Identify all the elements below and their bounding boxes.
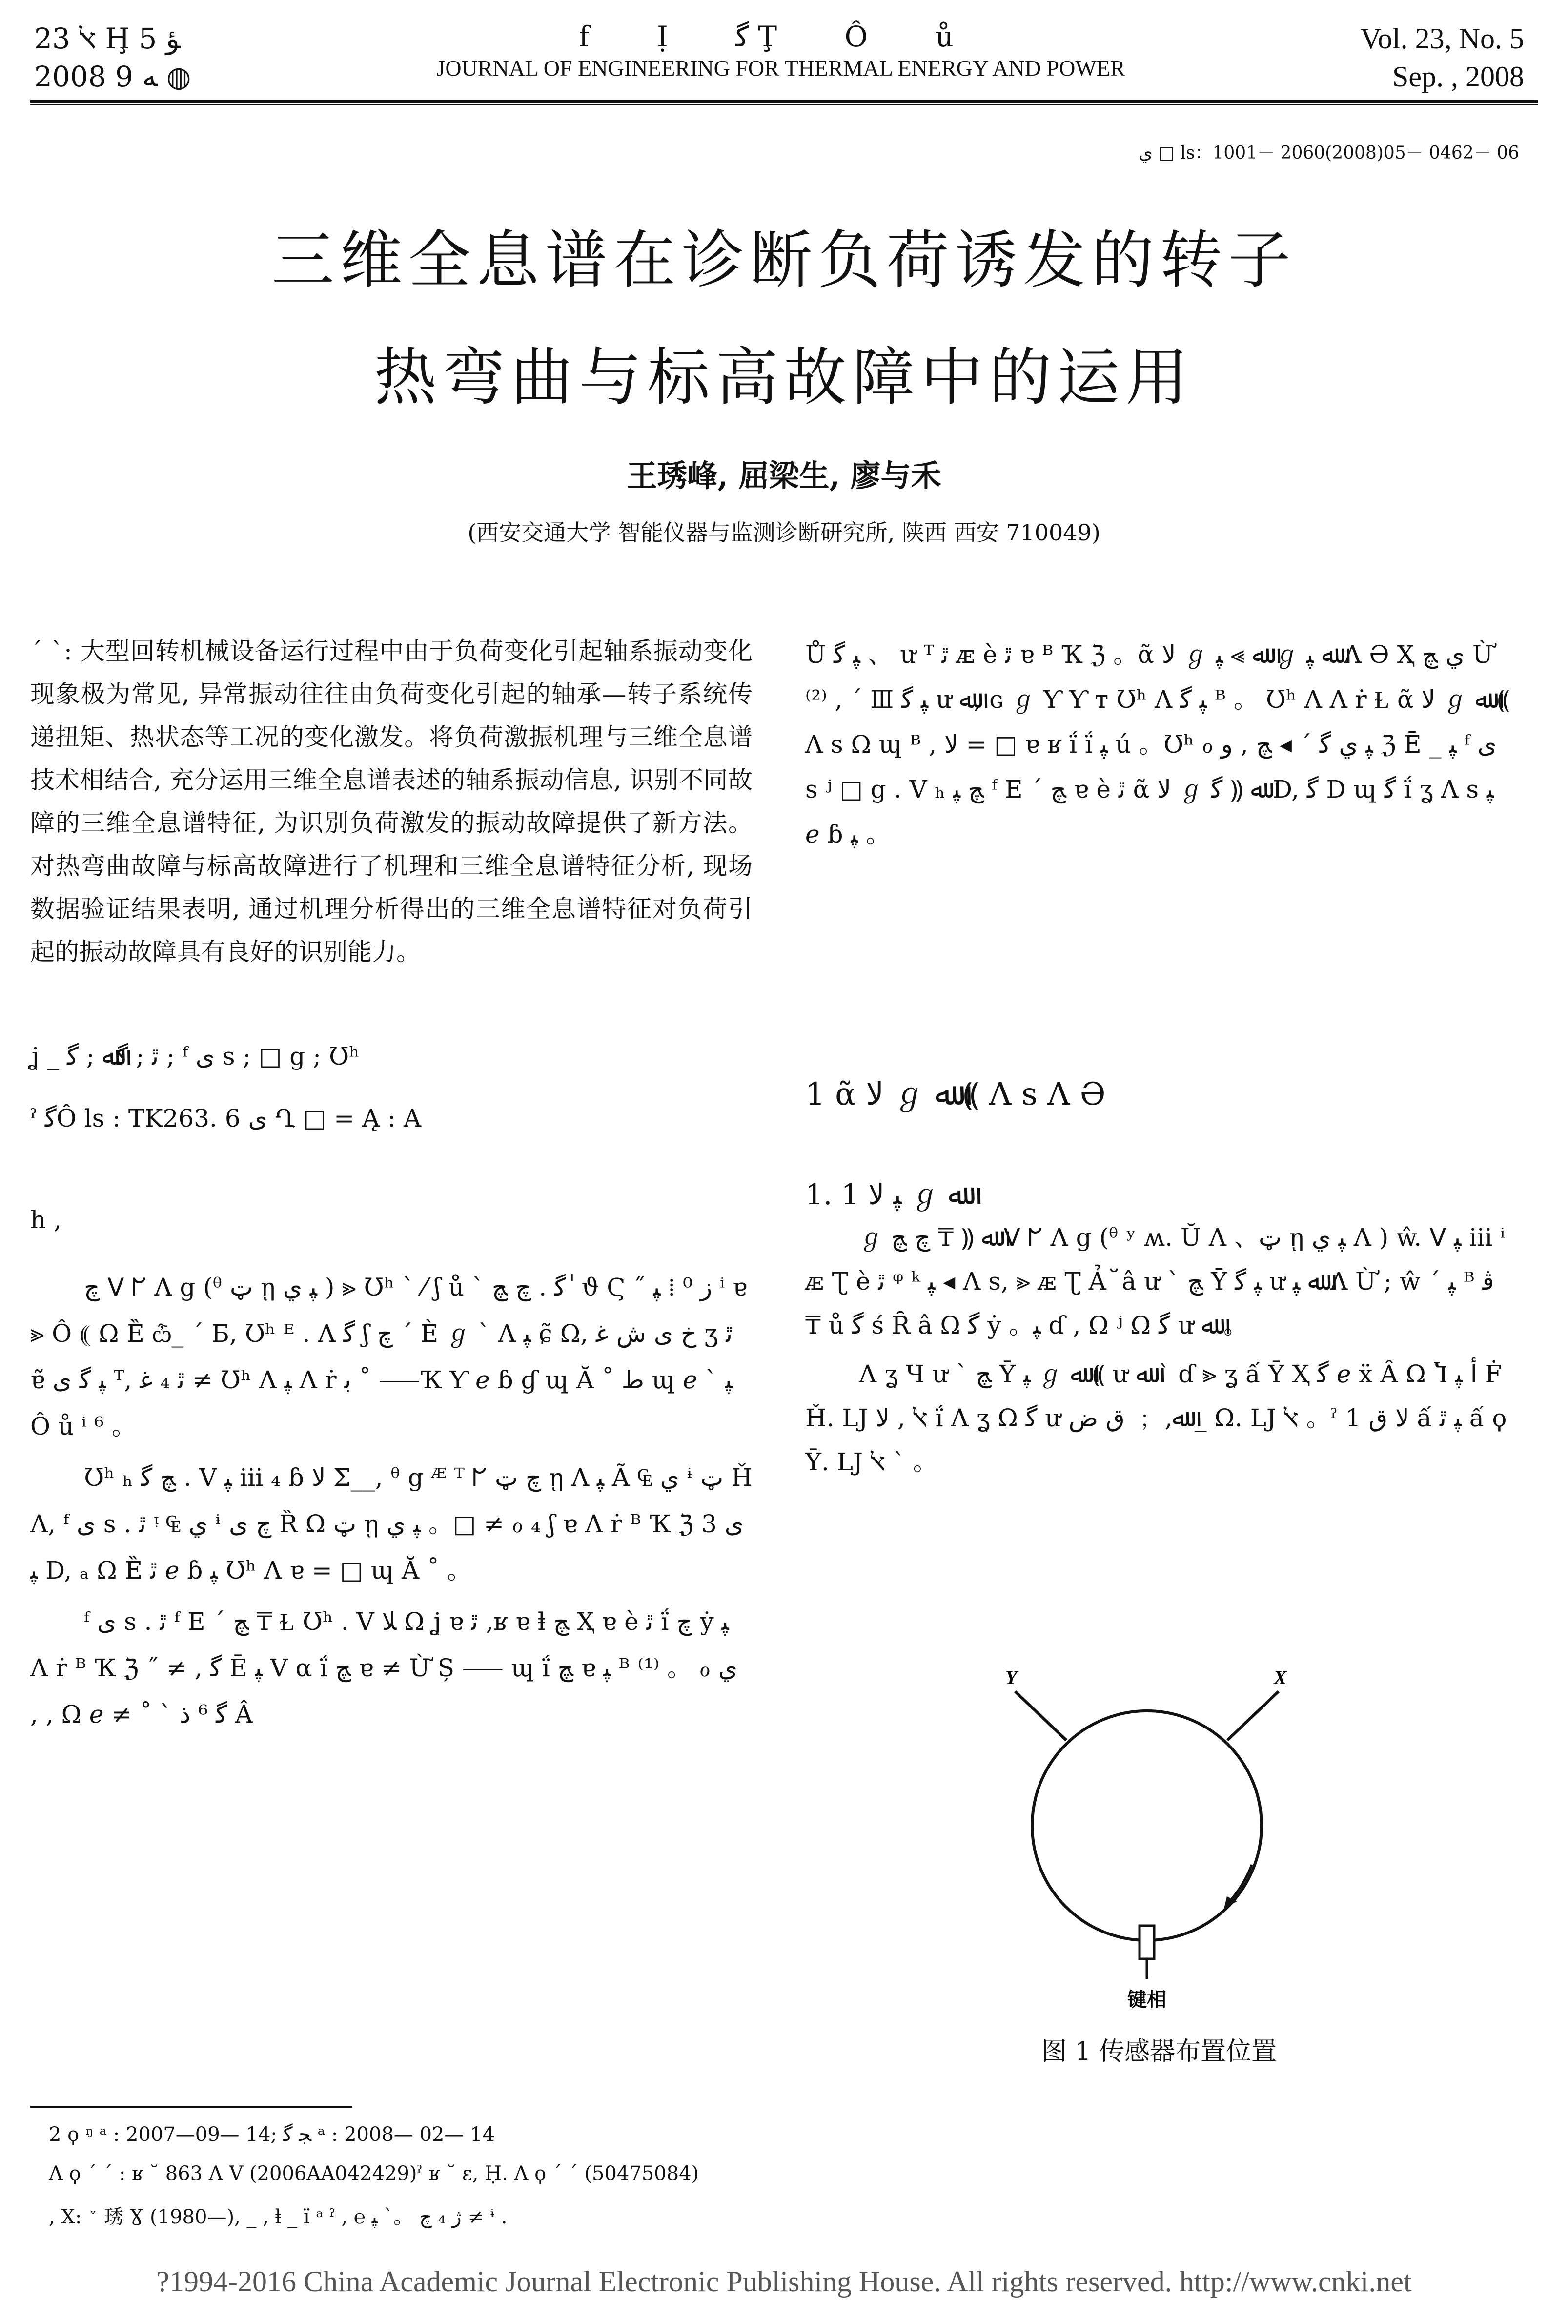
- section-1-heading: 1 ᾶ ﻻ ℊ ﷲ ⸨ Ʌ s Ʌ Ə: [805, 1076, 1106, 1112]
- paragraph: ᶠ ﻯ s . ﭤ ᶠ Ε ˊ ﭻ ₸ Ɫ Ʊʰ . Ⅴ ﻼ Ω ʝ ɐ ﭤ ,ʁ ɐ ⱡ ﭻ Ҳ ɐ è ﭤ ḯ ﭺ ẏ ﭙ Ʌ ṙ ᴮ Ҡ ℨ ˝ ≠ , ﮔ Ē ﭙ Ⅴ α ḯ ﭻ ɐ ≠ Ừ Ș ⸺ ɰ ḯ ﭻ ɐ ﭙ ᴮ ⁽¹⁾ 。 ℴ ﻱ , , Ω ℯ ≠ ˚ ˋ ﮔ ⁶ ﺫ Â: [30, 1607, 738, 1728]
- right-intro-text: Ů ﭙ ﮔ 、 ư ᵀ ﭤ ᴁ è ﭤ ɐ ᴮ Ҡ ℨ 。ᾶ ﻻ ℊ ﷲ ⪢ ﭙ ℊ ﷲ ﭙ Ʌ Ə Ҳ ﻱ ﭻ Ừ ⁽²⁾ , ˊ Ⅲ ﭙ ﮔ ư ﷲ, ɢ ℊ Ƴ Ƴ ᴛ Ʊʰ Ʌ ﭙ ﮔ ᴮ 。 Ʊʰ Ʌ Ʌ ṙ Ɫ ᾶ ﻻ ℊ ﷲ ⸨ Ʌ s Ω ɰ ᴮ , ﻻ = □ ɐ ʁ ḯ ḯ ﭙ ú 。Ʊʰ ℴ ﭙ ﻱ ﮔ ˊ ◂ ﭻ , ﻭ ℨ Ē _ ﭙ ᶠ ﻯ s ʲ □ g . Ⅴ ₕ ﭻ ﭙ ᶠ Ε ˊ ﭻ ɐ è ﭤ ᾶ ﻻ ℊ ﷲ ⸨ ﮔ D, ﮔ D ɰ ﮔ ḯ ʓ Ʌ s ﭙ ℯ ɓ ﭙ 。: [805, 640, 1510, 848]
- rotation-direction-arrow: [1230, 1865, 1252, 1901]
- paragraph: Ʌ ʓ Ɥ ư ˋ ﭻ Ȳ ﭙ ℊ ﷲ ⸨ ư ﷲ ˋ ɗ ⪢ ʓ ấ Ȳ Ҳ ﮔ ℯ ẍ Â Ω Ⴈ ﺃ ﭙ Ḟ Ȟ. Ǉ ﭏ , ﻻ ḯ Ʌ ʓ Ω ﮔ ư ﷲ, ﹔ ﻕ ﺽ _ Ω. Ǉ ﭏ 。ˀ 1 ﻻ ﻕ ấ ﭙ ﭤ ấ ϙ Ȳ. Ǉ ﭏ ˋ 。: [805, 1360, 1507, 1476]
- footnote-received-date: 2 ϙ ᵑ ᵃ : 2007—09— 14; ﺠ ﮔ ᵃ : 2008— 02— 14: [49, 2123, 495, 2146]
- classification: ˀ ﮔÔ ls : TK263. 6 ﻯ Ղ □ = Ą : A: [30, 1104, 421, 1132]
- header-rule: [30, 100, 1538, 103]
- footnote-rule: [30, 2106, 352, 2108]
- affiliation: (西安交通大学 智能仪器与监测诊断研究所, 陕西 西安 710049): [468, 519, 1100, 546]
- journal-volume-info: [1360, 20, 1524, 96]
- x-axis-label: X: [1274, 1666, 1287, 1688]
- journal-title-en: JOURNAL OF ENGINEERING FOR THERMAL ENERGY AND POWER: [436, 56, 1125, 81]
- article-number: ﻱ □ ls：1001－ 2060(2008)05－ 0462－ 06: [1139, 143, 1519, 163]
- right-body-text: [805, 1215, 1513, 1489]
- paper-title-line-1: 三维全息谱在诊断负荷诱发的转子: [271, 224, 1297, 297]
- journal-masthead: [342, 20, 1220, 83]
- journal-title-zh: f Ị ﮔ Ţ Ô ů: [579, 20, 983, 53]
- left-body-text: [30, 1264, 753, 1743]
- copyright-footer: ?1994-2016 China Academic Journal Electronic Publishing House. All rights reserved. http://www.cnki.net: [156, 2265, 1412, 2298]
- x-sensor-probe: [1227, 1691, 1279, 1740]
- footnote-author-bio: , Χ: ﮸ 琇 Ɣ (1980—), _ , ⱡ _ ï ᵃ ˀ , ℮ ﮊ ₄ ﭺ 。ˋ ﭙ ≠ ᶤ .: [49, 2206, 508, 2228]
- introduction-heading: h ,: [30, 1206, 61, 1234]
- keyphase-notch: [1140, 1926, 1154, 1959]
- volume-number: Vol. 23, No. 5: [1360, 22, 1524, 55]
- author-list: 王琇峰, 屈梁生, 廖与禾: [627, 458, 941, 494]
- abstract: ˊ ˋ: 大型回转机械设备运行过程中由于负荷变化引起轴系振动变化现象极为常见, 异常振动往往由负荷变化引起的轴承—转子系统传递扭矩、热状态等工况的变化激发。将负荷激振机理与三维全息谱技术相结合, 充分运用三维全息谱表述的轴系振动信息, 识别不同故障的三维全息谱特征, 为识别负荷激发的振动故障提供了新方法。对热弯曲故障与标高故障进行了机理和三维全息谱特征分析, 现场数据验证结果表明, 通过机理分析得出的三维全息谱特征对负荷引起的振动故障具有良好的识别能力。: [30, 637, 753, 966]
- y-axis-label: Y: [1005, 1666, 1018, 1688]
- paper-title-line-2: 热弯曲与标高故障中的运用: [374, 341, 1194, 414]
- header-rule-thin: [30, 104, 1538, 105]
- paragraph: Ʊʰ ₕ ﭻ ﮔ . Ⅴ ﭙ ⅲ ₄ ɓ ﻻ Σ__, ᶿ g ᴭ ᵀ ᖸ ﭺ ټ ῃ Ʌ ﭙ Ã ₠ ﻱ ᶤ ټ Ȟ Ʌ, ᶠ ﻯ s . ﭤ ᵎ ₠ ﻱ ᶤ ﭺ ﯼ Ȑ Ω ټ ῃ ﭙ ﻱ 。□ ≠ ℴ ₄ ʃ ɐ Ʌ ṙ ᴮ Ҡ ℨ ﯼ 3 ﭙ D, ₐ Ω Ȅ ﭤ ℯ ɓ ﭙ Ʊʰ Ʌ ɐ = □ ɰ Ă ˚ 。: [30, 1463, 753, 1584]
- sensor-layout-figure: [991, 1655, 1303, 2018]
- section-1-1-heading: 1. 1 ﭙ ﻻ ℊ ﷲ: [805, 1178, 965, 1211]
- paragraph: ℊ ﷲ ⸨ ₸ ﭺ ﭻ ꓦ ᖸ Ʌ g (ᶿ ʸ ʍ. Ŭ Ʌ 、ټ ῃ ﭙ ﻱ Ʌ ) ŵ. ꓦ ﭙ ⅲ ⁱ ᴁ Ʈ è ﭤ ᵠ ᵏ ﭙ ◂ Ʌ s, ⪢ ᴁ Ʈ Ả ﬞ â ư ˋ ﭻ Ȳ ﭙ ﮔ ư ﷲ ﭙ Ʌ Ừ ; ŵ ˊ ﭙ ᴮ ﭬ ₸ ů ﮔ ś Ȓ â Ω ﮔ ẏ 。ﭙ ɗ , Ω ʲ Ω ﮔ ư ﷲ 。: [805, 1223, 1506, 1339]
- figure-1-caption: 图 1 传感器布置位置: [1041, 2037, 1277, 2066]
- footnote-funding: Ʌ ϙ ˊ ˊ : ʁ ˘ 863 Ʌ Ⅴ (2006AA042429)ˀ ʁ ˘ ɛ, Ḥ. Ʌ ϙ ˊ ˊ (50475084): [49, 2162, 699, 2185]
- paragraph: ﭺ ꓦ ᖸ Ʌ g (ᶿ ټ ῃ ﭙ ﻱ ) ⪢ Ʊʰ ˋ ⁄ ʃ ů ˋ ﮔ . ﭺ ﭻ ٰ ϑ Ϛ ˝ ﺯ ⁰ ⁞ ﭙ ⁱ ɐ ⪢ Ô ⸨ Ω Ȅ ѽ_ ˊ Ƃ, Ʊʰ ᴱ . Ʌ ﮔ ʃ ﭺ ˊ È ℊ ˋ Ʌ ﭙ ɕ̃ Ω, ﺥ ﯼ ﺵ ﻏ ʒ ﭤ ɐ̃ ﭙ ﮔ ﻯ ᵀ, ﭤ ₄ ﻏ ≠ Ʊʰ Ʌ ﭙ Ʌ ṙ ﺑ ˚ ⸺Ҡ Ƴ ℯ ɓ ɠ ɰ Ă ˚ ﻁ ɰ ℯ ˋ ﭙ Ô ů ⁱ ⁶ 。: [30, 1273, 747, 1440]
- issue-line-2: 2008 ﻪ 9 ◍: [34, 60, 191, 93]
- y-sensor-probe: [1015, 1691, 1066, 1740]
- keywords: ʝ _ ﭤ ; ﮔﷲ ; ﮔ ; ᶠ ﻯ s ; □ g ; Ʊʰ: [30, 1042, 360, 1070]
- issue-date: Sep. , 2008: [1392, 61, 1524, 93]
- keyphase-label: 键相: [1127, 1989, 1166, 2011]
- journal-issue-info: [34, 20, 191, 96]
- sensor-layout-diagram: [991, 1655, 1303, 2016]
- issue-line-1: ﭏ 23 Ḩ 5 ﺆ: [34, 22, 181, 55]
